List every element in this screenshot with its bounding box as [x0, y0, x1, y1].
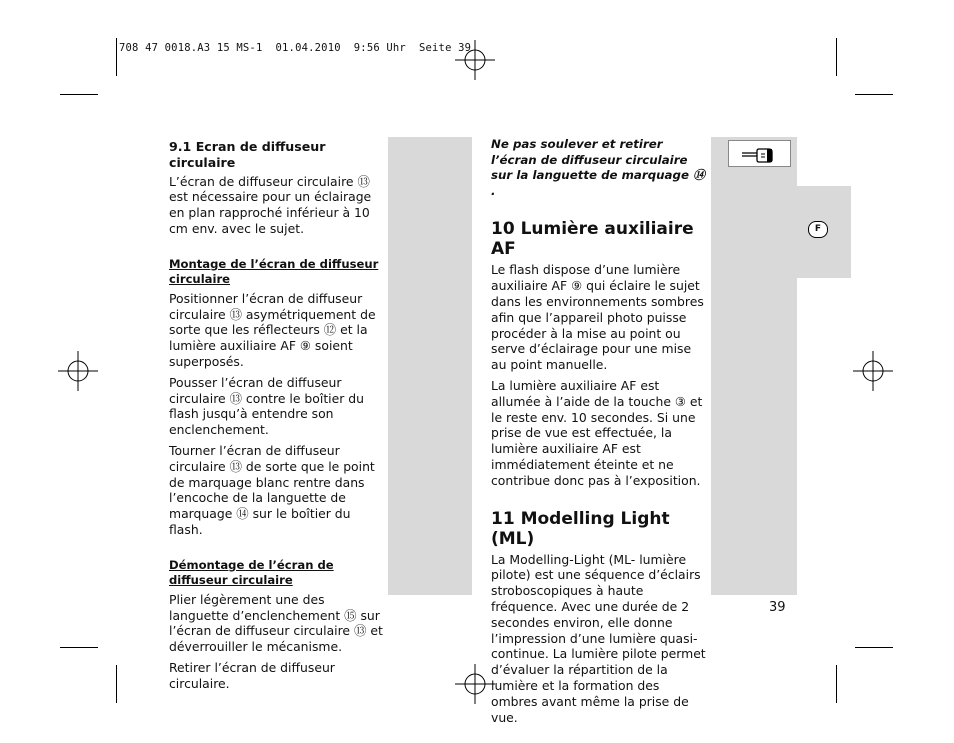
- mount-paragraph: Positionner l’écran de diffuseur circulaire ⑬ asymétriquement de sorte que les réflecteurs ⑫ et la lumière auxiliaire AF ⑨ soient superposés.: [169, 290, 376, 369]
- mount-heading: Montage de l’écran de diffuseur circulaire: [169, 256, 379, 286]
- af-paragraph: Le flash dispose d’une lumière auxiliaire AF ⑨ qui éclaire le sujet dans les environnements sombres afin que l’appareil photo puisse procéder à la mise au point ou serve d’éclairage pour une mise au point manuelle.: [491, 262, 704, 373]
- gray-margin-panel: [711, 137, 797, 595]
- crop-mark: [60, 94, 98, 95]
- crop-mark: [836, 665, 837, 703]
- ml-heading: 11 Modelling Light (ML): [491, 508, 670, 549]
- gray-margin-panel: [388, 137, 472, 595]
- registration-mark-icon: [455, 40, 495, 80]
- dismount-heading: Démontage de l’écran de diffuseur circulaire: [169, 557, 334, 587]
- registration-mark-icon: [58, 351, 98, 391]
- crop-mark: [855, 647, 893, 648]
- dismount-paragraph: Retirer l’écran de diffuseur circulaire.: [169, 659, 335, 691]
- mount-paragraph: Pousser l’écran de diffuseur circulaire ⑬ contre le boîtier du flash jusqu’à entendre son enclenchement.: [169, 374, 364, 438]
- note-box: [728, 140, 791, 167]
- af-paragraph: La lumière auxiliaire AF est allumée à l’aide de la touche ③ et le reste env. 10 secondes. Si une prise de vue est effectuée, la lumière auxiliaire AF est immédiatement éteinte et ne contribue donc pas à l’exposition.: [491, 377, 703, 488]
- crop-mark: [855, 94, 893, 95]
- mount-paragraph: Tourner l’écran de diffuseur circulaire ⑬ de sorte que le point de marquage blanc rentre dans l’encoche de la languette de marquage ⑭ sur le boîtier du flash.: [169, 442, 375, 537]
- crop-mark: [836, 38, 837, 76]
- ml-paragraph: La Modelling-Light (ML- lumière pilote) est une séquence d’éclairs stroboscopiques à haute fréquence. Avec une durée de 2 secondes environ, elle donne l’impression d’une lumière quasi-continue. La lumière pilote permet d’évaluer la répartition de la lumière et la formation des ombres avant même la prise de vue.: [491, 551, 706, 725]
- crop-mark: [116, 38, 117, 76]
- crop-mark: [60, 647, 98, 648]
- dismount-paragraph: Plier légèrement une des languette d’enclenchement ⑮ sur l’écran de diffuseur circulaire ⑬ et déverrouiller le mécanisme.: [169, 591, 383, 655]
- section-title: 9.1 Ecran de diffuseur circulaire: [169, 139, 326, 170]
- language-badge: F: [808, 221, 828, 238]
- intro-paragraph: L’écran de diffuseur circulaire ⑬ est nécessaire pour un éclairage en plan rapproché inférieur à 10 cm env. avec le sujet.: [169, 173, 372, 236]
- pointing-hand-icon: [729, 141, 790, 166]
- registration-mark-icon: [853, 351, 893, 391]
- right-column: [491, 137, 709, 730]
- page-number: 39: [769, 600, 786, 615]
- registration-mark-icon: [455, 664, 495, 704]
- warning-note: Ne pas soulever et retirer l’écran de diffuseur circulaire sur la languette de marquage ⑭ .: [491, 137, 705, 198]
- left-column: [169, 139, 387, 697]
- crop-mark: [116, 665, 117, 703]
- af-heading: 10 Lumière auxiliaire AF: [491, 219, 694, 260]
- print-header: 708 47 0018.A3 15 MS-1 01.04.2010 9:56 Uhr Seite 39: [119, 42, 472, 54]
